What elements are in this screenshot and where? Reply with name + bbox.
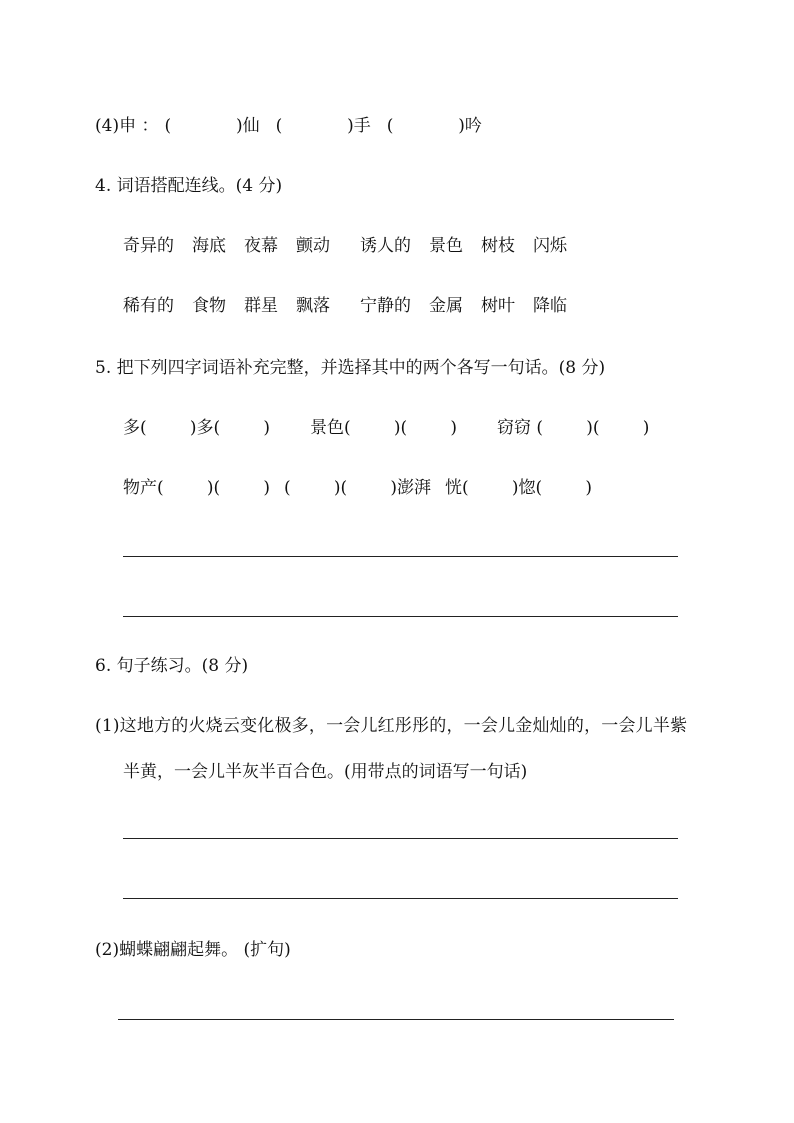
q3-item4-blank-2[interactable]: ( )手	[275, 116, 371, 136]
q4-row-2	[123, 298, 585, 315]
q6-title: 6. 句子练习。(8 分)	[95, 656, 249, 676]
q3-item4-label: (4)申 ：	[95, 116, 159, 136]
q5-answer-line-2[interactable]	[123, 616, 678, 617]
q4-row1-word[interactable]: 海底	[192, 236, 226, 256]
q4-row2-word[interactable]: 食物	[192, 296, 226, 316]
q3-item4-blank-1[interactable]: ( )仙	[164, 116, 260, 136]
q5-title: 5. 把下列四字词语补充完整，并选择其中的两个各写一句话。(8 分)	[95, 358, 606, 378]
q4-row1-word[interactable]: 闪烁	[533, 236, 567, 256]
q4-row2-word[interactable]: 树叶	[481, 296, 515, 316]
q3-item4-row	[95, 118, 482, 135]
q4-row1-word[interactable]: 颤动	[296, 236, 330, 256]
q6-item2-answer-line[interactable]	[118, 1019, 674, 1020]
q4-row1-word[interactable]: 诱人的	[360, 236, 411, 256]
q4-row2-word[interactable]: 稀有的	[123, 296, 174, 316]
q5-idiom-blank[interactable]: ( )( )澎湃	[284, 478, 431, 498]
q3-item4-blank-3[interactable]: ( )吟	[386, 116, 482, 136]
q4-row2-word[interactable]: 群星	[244, 296, 278, 316]
q5-row-2	[123, 480, 592, 497]
q5-answer-line-1[interactable]	[123, 556, 678, 557]
q4-row2-word[interactable]: 宁静的	[360, 296, 411, 316]
q4-row1-word[interactable]: 景色	[429, 236, 463, 256]
q4-row1-word[interactable]: 树枝	[481, 236, 515, 256]
q5-row-1	[123, 420, 649, 437]
q6-item1-answer-line-2[interactable]	[123, 898, 678, 899]
q6-item1-text-line2: 半黄，一会儿半灰半百合色。(用带点的词语写一句话)	[123, 762, 528, 782]
q5-idiom-blank[interactable]: 物产( )( )	[123, 478, 270, 498]
q4-row1-word[interactable]: 奇异的	[123, 236, 174, 256]
q4-row2-word[interactable]: 降临	[533, 296, 567, 316]
q4-row2-word[interactable]: 金属	[429, 296, 463, 316]
q5-idiom-blank[interactable]: 恍( )惚( )	[445, 478, 592, 498]
q4-row-1	[123, 238, 585, 255]
q5-idiom-blank[interactable]: 景色( )( )	[310, 418, 457, 438]
q6-item2-text: (2)蝴蝶翩翩起舞。 (扩句)	[95, 940, 291, 960]
q4-row1-word[interactable]: 夜幕	[244, 236, 278, 256]
q6-item1-text-line1: (1)这地方的火烧云变化极多，一会儿红彤彤的，一会儿金灿灿的，一会儿半紫	[95, 716, 688, 736]
q5-idiom-blank[interactable]: 窃窃 ( )( )	[497, 418, 650, 438]
q5-idiom-blank[interactable]: 多( )多( )	[123, 418, 270, 438]
q4-title: 4. 词语搭配连线。(4 分)	[95, 176, 283, 196]
q4-row2-word[interactable]: 飘落	[296, 296, 330, 316]
q6-item1-answer-line-1[interactable]	[123, 838, 678, 839]
